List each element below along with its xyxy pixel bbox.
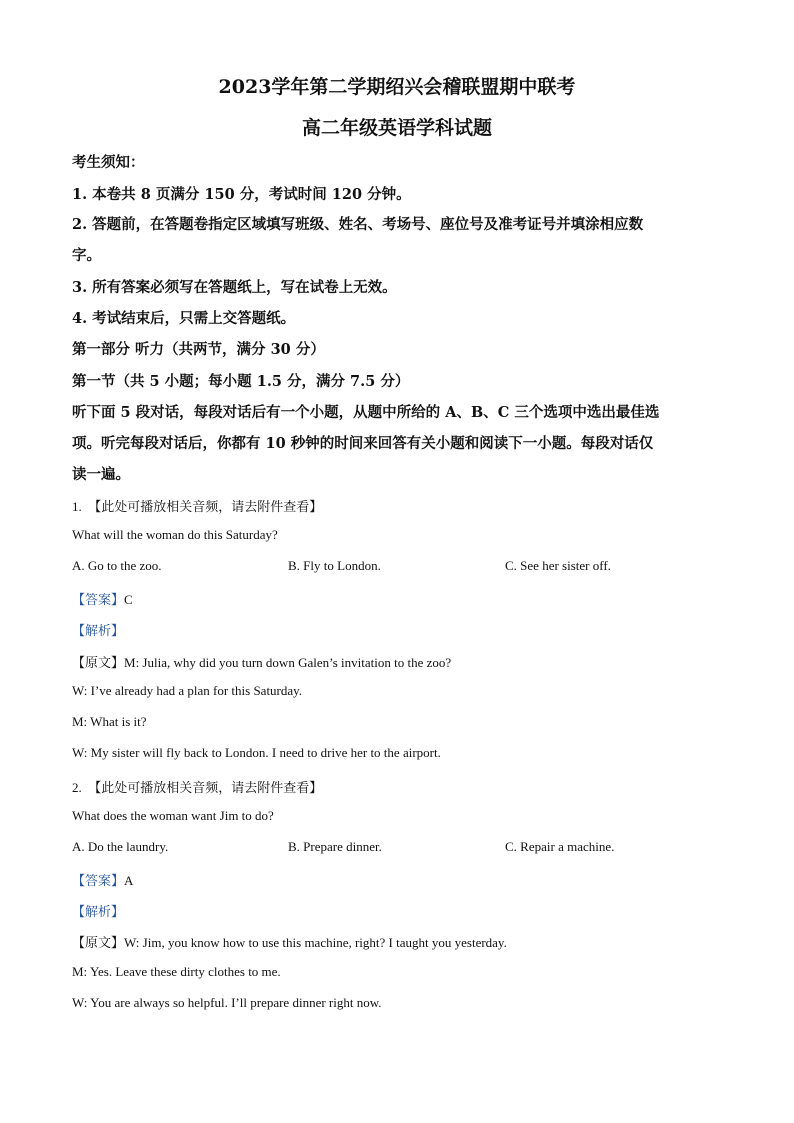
question-audio-line: [72, 777, 322, 796]
question-number: 2.: [72, 780, 82, 795]
transcript-line: M: What is it?: [72, 714, 147, 729]
original-label: 【原文】: [72, 656, 125, 671]
question-audio-line: [72, 496, 322, 515]
section-heading: 第一节（共 5 小题；每小题 1.5 分，满分 7.5 分）: [72, 373, 410, 390]
answer-value: A: [124, 873, 134, 888]
transcript-line: [72, 652, 451, 671]
notice-item: 1. 本卷共 8 页满分 150 分，考试时间 120 分钟。: [72, 186, 411, 203]
transcript-text: W: Jim, you know how to use this machine, right? I taught you yesterday.: [124, 935, 507, 950]
option-c: C. See her sister off.: [505, 558, 611, 573]
notice-heading: 考生须知：: [72, 154, 145, 171]
answer-line: [72, 870, 133, 889]
audio-attachment-link[interactable]: 【此处可播放相关音频，请去附件查看】: [88, 781, 323, 796]
answer-line: [72, 589, 133, 608]
question-number: 1.: [72, 499, 82, 514]
notice-item: 4. 考试结束后，只需上交答题纸。: [72, 310, 296, 327]
option-a: A. Do the laundry.: [72, 839, 169, 854]
analysis-label: 【解析】: [72, 624, 125, 639]
exam-subtitle: 高二年级英语学科试题: [301, 117, 492, 139]
exam-title: 2023学年第二学期绍兴会稽联盟期中联考: [218, 76, 576, 98]
question-text: What does the woman want Jim to do?: [72, 808, 274, 823]
notice-item: 2. 答题前，在答题卷指定区域填写班级、姓名、考场号、座位号及准考证号并填涂相应数: [72, 216, 644, 233]
notice-item: 字。: [72, 247, 101, 264]
answer-label: 【答案】: [72, 874, 125, 889]
answer-value: C: [124, 592, 133, 607]
transcript-line: M: Yes. Leave these dirty clothes to me.: [72, 964, 281, 979]
transcript-line: W: My sister will fly back to London. I need to drive her to the airport.: [72, 745, 441, 760]
option-a: A. Go to the zoo.: [72, 558, 162, 573]
instructions-line: 读一遍。: [72, 466, 130, 483]
instructions-line: 项。听完每段对话后，你都有 10 秒钟的时间来回答有关小题和阅读下一小题。每段对话仅: [72, 435, 654, 452]
option-b: B. Prepare dinner.: [288, 839, 382, 854]
instructions-line: 听下面 5 段对话，每段对话后有一个小题，从题中所给的 A、B、C 三个选项中选出最佳选: [72, 404, 660, 421]
original-label: 【原文】: [72, 936, 125, 951]
analysis-line: [72, 620, 124, 639]
part-heading: 第一部分 听力（共两节，满分 30 分）: [72, 341, 325, 358]
transcript-line: W: You are always so helpful. I’ll prepare dinner right now.: [72, 995, 382, 1010]
transcript-line: [72, 932, 507, 951]
transcript-line: W: I’ve already had a plan for this Saturday.: [72, 683, 303, 698]
analysis-line: [72, 901, 124, 920]
question-text: What will the woman do this Saturday?: [72, 527, 278, 542]
analysis-label: 【解析】: [72, 905, 125, 920]
audio-attachment-link[interactable]: 【此处可播放相关音频，请去附件查看】: [88, 500, 323, 515]
transcript-text: M: Julia, why did you turn down Galen’s invitation to the zoo?: [124, 655, 452, 670]
option-b: B. Fly to London.: [288, 558, 381, 573]
answer-label: 【答案】: [72, 593, 125, 608]
option-c: C. Repair a machine.: [505, 839, 615, 854]
notice-item: 3. 所有答案必须写在答题纸上，写在试卷上无效。: [72, 279, 397, 296]
